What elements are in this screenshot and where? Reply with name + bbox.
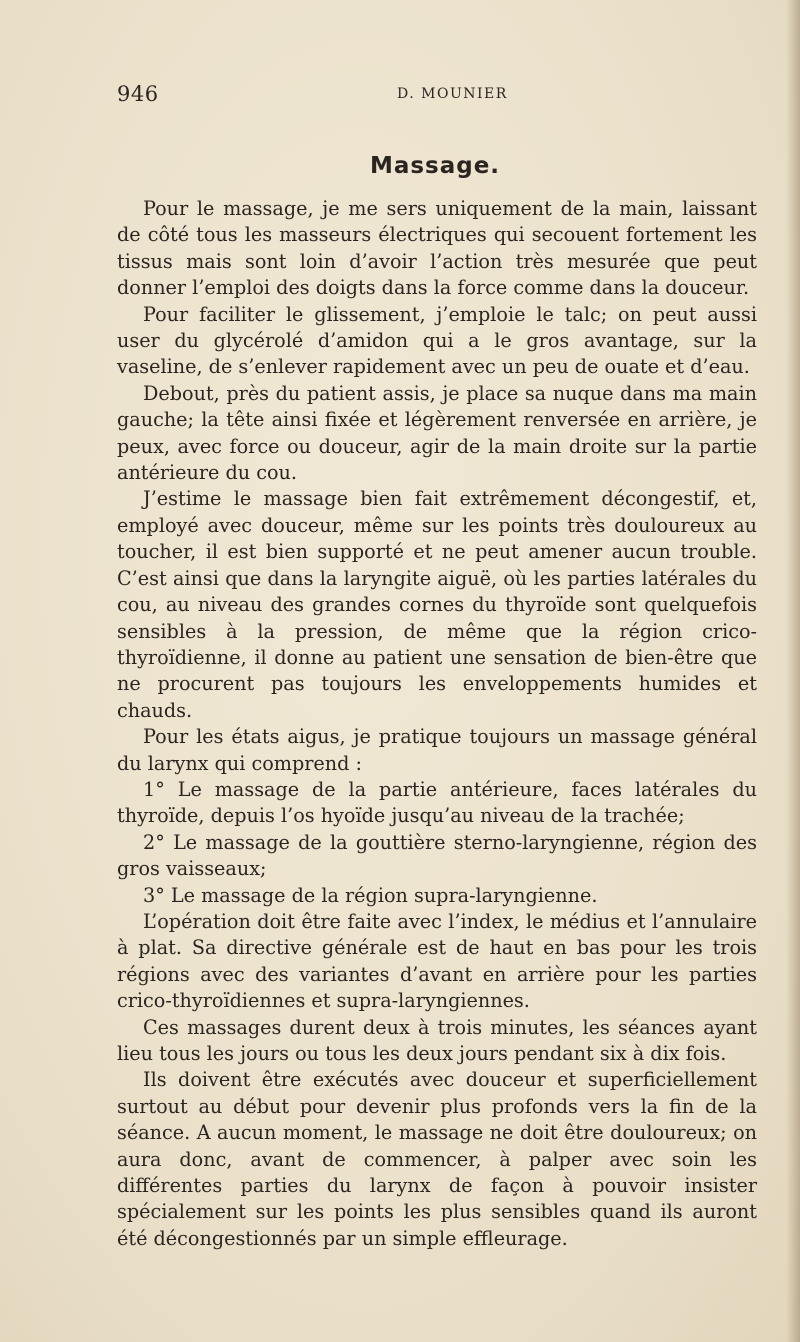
- paragraph: Debout, près du patient assis, je place sa nuque dans ma main gauche; la tête ainsi fixée et légèrement renversée en arrière, je peux, avec force ou douceur, agir de la main droite sur la partie antérieure du cou.: [117, 381, 757, 485]
- paragraph: L’opération doit être faite avec l’index, le médius et l’annulaire à plat. Sa directive générale est de haut en bas pour les trois régions avec des variantes d’avant en arrière pour les parties crico-thyroïdiennes et supra-laryngiennes.: [117, 909, 757, 1013]
- list-item: 3° Le massage de la région supra-laryngienne.: [143, 883, 598, 907]
- paragraph: Ces massages durent deux à trois minutes, les séances ayant lieu tous les jours ou tous les deux jours pendant six à dix fois.: [117, 1015, 757, 1065]
- paragraph: J’estime le massage bien fait extrêmement décongestif, et, employé avec douceur, même sur les points très douloureux au toucher, il est bien supporté et ne peut amener aucun trouble. C’est ainsi que dans la laryngite aiguë, où les parties latérales du cou, au niveau des grandes cornes du thyroïde sont quelquefois sensibles à la pression, de même que la région crico-thyroïdienne, il donne au patient une sensation de bien-être que ne procurent pas toujours les enveloppements humides et chauds.: [117, 487, 757, 722]
- running-head-author: D. MOUNIER: [397, 86, 508, 102]
- page-number: 946: [117, 82, 159, 106]
- paragraph: Pour le massage, je me sers uniquement de la main, laissant de côté tous les masseurs électriques qui secouent fortement les tissus mais sont loin d’avoir l’action très mesurée que peut donner l’emploi des doigts dans la force comme dans la douceur.: [117, 197, 757, 300]
- body-text: [117, 196, 757, 1252]
- page-edge-shadow: [786, 0, 800, 1342]
- paragraph: Pour les états aigus, je pratique toujours un massage général du larynx qui comprend :: [117, 725, 757, 775]
- list-item: 1° Le massage de la partie antérieure, faces latérales du thyroïde, depuis l’os hyoïde jusqu’au niveau de la trachée;: [117, 777, 757, 828]
- list-item: 2° Le massage de la gouttière sterno-laryngienne, région des gros vaisseaux;: [117, 830, 757, 881]
- page-header: [117, 82, 757, 112]
- paragraph: Pour faciliter le glissement, j’emploie le talc; on peut aussi user du glycérolé d’amidon qui a le gros avantage, sur la vaseline, de s’enlever rapidement avec un peu de ouate et d’eau.: [117, 302, 757, 379]
- paragraph: Ils doivent être exécutés avec douceur et superficiellement surtout au début pour devenir plus profonds vers la fin de la séance. A aucun moment, le massage ne doit être douloureux; on aura donc, avant de commencer, à palper avec soin les différentes parties du larynx de façon à pouvoir insister spécialement sur les points les plus sensibles quand ils auront été décongestionnés par un simple effleurage.: [117, 1068, 757, 1250]
- section-title: Massage.: [369, 153, 501, 179]
